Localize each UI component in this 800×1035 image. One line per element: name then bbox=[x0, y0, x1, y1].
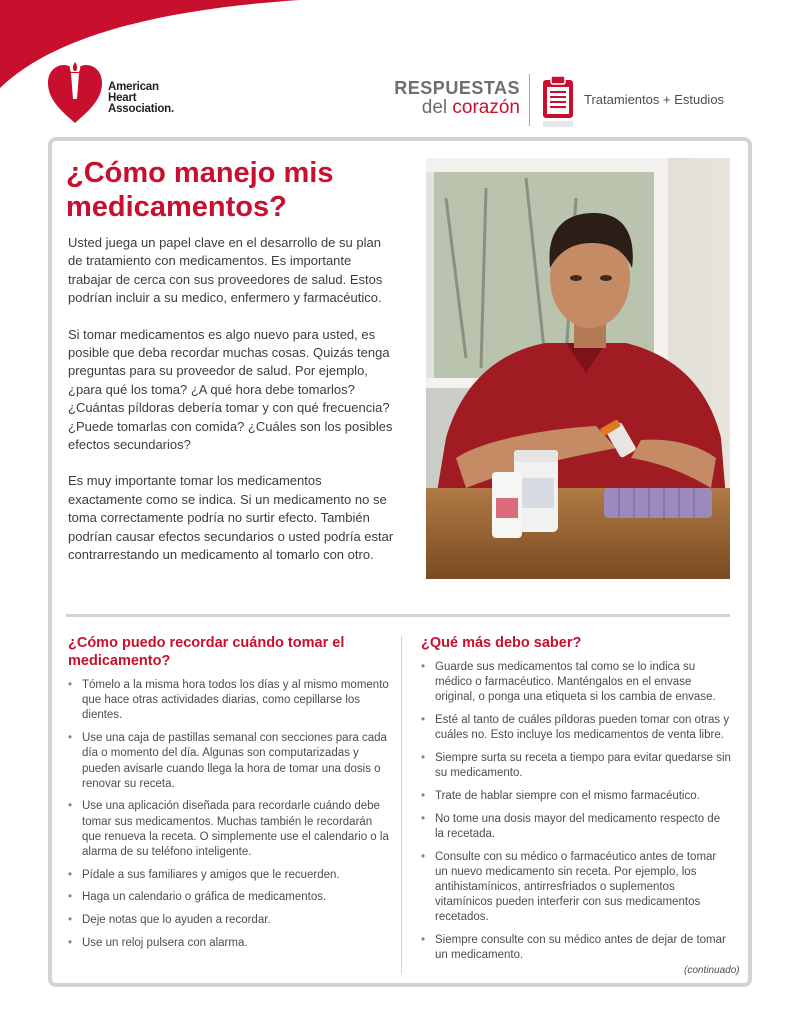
list-item: • Consulte con su médico o farmacéutico antes de tomar un nuevo medicamento sin receta. Por ejemplo, los antihistamínicos, antirresfriados o suplementos vitamínicos pueden interferir con sus medicamentos recetados. bbox=[421, 850, 731, 926]
list-item: • Trate de hablar siempre con el mismo farmacéutico. bbox=[421, 789, 731, 804]
list-item: • Use una aplicación diseñada para recordarle cuándo debe tomar sus medicamentos. Muchas también le recordarán que renueva la receta. O simplemente use el calendario o la alarma de su teléfono inteligente. bbox=[68, 799, 390, 860]
more-info-list bbox=[421, 660, 731, 963]
series-brand bbox=[380, 78, 520, 118]
intro-paragraph: Usted juega un papel clave en el desarrollo de su plan de tratamiento con medicamentos. Es importante trabajar de cerca con sus proveedores de salud. Estos podrían incluir a su medico, enfermero y farmacéutico. bbox=[68, 235, 383, 306]
header-divider bbox=[529, 74, 530, 126]
column-divider bbox=[401, 636, 402, 974]
list-item: • Siempre consulte con su médico antes de dejar de tomar un medicamento. bbox=[421, 933, 731, 963]
list-item: • Siempre surta su receta a tiempo para evitar quedarse sin su medicamento. bbox=[421, 751, 731, 781]
aha-logo[interactable] bbox=[44, 55, 204, 127]
list-item: • Use un reloj pulsera con alarma. bbox=[68, 936, 390, 951]
intro-paragraph: Es muy importante tomar los medicamentos exactamente como se indica. Si un medicamento no se toma correctamente podría no surtir efecto. También podrían causar efectos secundarios o usted podría estar contrarrestando un medicamento al tomarlo con otro. bbox=[68, 473, 394, 563]
reminder-section bbox=[68, 634, 390, 959]
section-divider bbox=[66, 614, 730, 617]
reminder-list bbox=[68, 678, 390, 951]
list-item: • Guarde sus medicamentos tal como se lo indica su médico o farmacéutico. Manténgalos en el envase original, o ponga una etiqueta si los cambia de envase. bbox=[421, 660, 731, 706]
list-item: • Esté al tanto de cuáles píldoras pueden tomar con otras y cuáles no. Esto incluye los medicamentos de venta libre. bbox=[421, 713, 731, 743]
list-item: • No tome una dosis mayor del medicamento respecto de la recetada. bbox=[421, 812, 731, 842]
heart-torch-icon bbox=[44, 55, 106, 125]
list-item: • Haga un calendario o gráfica de medicamentos. bbox=[68, 890, 390, 905]
series-sub-prefix: del bbox=[421, 97, 448, 118]
page-title: ¿Cómo manejo mis medicamentos? bbox=[66, 157, 334, 223]
continued-note: (continuado) bbox=[684, 965, 740, 976]
list-item: • Pídale a sus familiares y amigos que le recuerden. bbox=[68, 868, 390, 883]
series-title: RESPUESTAS bbox=[394, 78, 520, 98]
clipboard-icon bbox=[541, 74, 575, 130]
reminder-heading: ¿Cómo puedo recordar cuándo tomar el medicamento? bbox=[68, 635, 345, 669]
logo-line: American bbox=[108, 81, 159, 93]
intro-paragraph: Si tomar medicamentos es algo nuevo para usted, es posible que deba recordar muchas cosas. Quizás tenga preguntas para su proveedor de salud. Por ejemplo, ¿para qué los toma? ¿A qué hora debe tomarlos? ¿Cuántas píldoras debería tomar y con qué frecuencia? ¿Puede tomarlas con comida? ¿Cuáles son los posibles efectos secundarios? bbox=[68, 326, 393, 453]
series-subtitle bbox=[380, 98, 520, 118]
list-item: • Tómelo a la misma hora todos los días y al mismo momento que hace otras actividades diarias, como cepillarse los dientes. bbox=[68, 678, 390, 724]
section-label: Tratamientos + Estudios bbox=[584, 92, 725, 107]
intro-text bbox=[68, 234, 398, 583]
series-sub-accent: corazón bbox=[452, 97, 520, 118]
more-info-heading: ¿Qué más debo saber? bbox=[421, 635, 582, 651]
logo-line: Heart bbox=[108, 92, 137, 104]
man-with-pill-organizer-photo bbox=[426, 158, 730, 579]
list-item: • Deje notas que lo ayuden a recordar. bbox=[68, 913, 390, 928]
logo-wordmark bbox=[108, 82, 174, 115]
list-item: • Use una caja de pastillas semanal con secciones para cada día o momento del día. Algunas son computarizadas y pueden avisarle cuando llega la hora de tomar una dosis o renovar su receta. bbox=[68, 731, 390, 792]
logo-line: Association. bbox=[108, 103, 174, 115]
more-info-section bbox=[421, 634, 731, 971]
